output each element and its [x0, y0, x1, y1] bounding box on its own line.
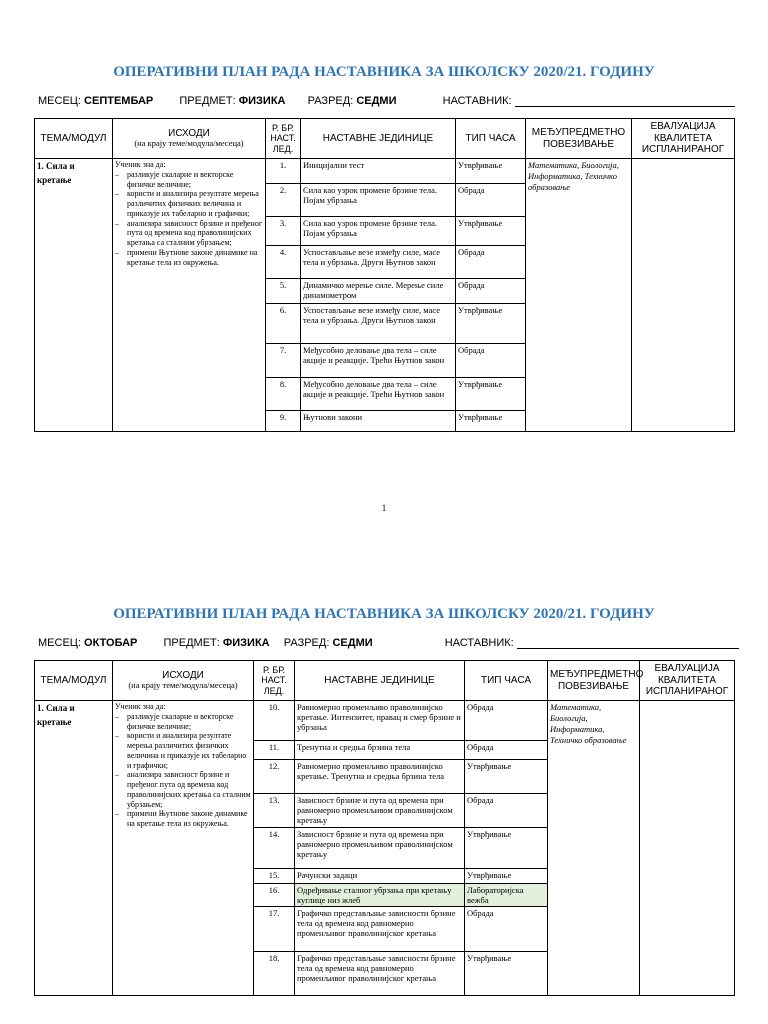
month-value: ОКТОБАР — [84, 637, 138, 649]
outcome-item: – разликује скаларне и векторске физичке величине; — [115, 712, 251, 732]
lesson-type: Утврђивање — [456, 411, 526, 432]
lesson-unit: Графичко представљање зависности брзине тела од времена код равномерно променљивог праволинијског кретања — [295, 951, 465, 995]
lesson-unit: Међусобно деловање два тела – силе акције и реакције. Трећи Њутнов закон — [301, 344, 456, 378]
lesson-type: Утврђивање — [456, 217, 526, 246]
lesson-number: 17. — [254, 906, 295, 951]
header-topic: ТЕМА/МОДУЛ — [35, 661, 113, 701]
meta-row — [38, 95, 735, 107]
lesson-type: Утврђивање — [465, 951, 548, 995]
lesson-type: Обрада — [456, 279, 526, 304]
outcomes-list — [115, 712, 251, 829]
cross-curricular-cell: Математика, Биологија, Информатика, Техничко образовање — [526, 159, 632, 432]
month-value: СЕПТЕМБАР — [84, 95, 154, 107]
month-label: МЕСЕЦ: — [38, 95, 81, 107]
table-row — [35, 159, 735, 184]
lesson-unit: Зависност брзине и пута од времена при равномерно променљивом праволинијском кретању — [295, 794, 465, 828]
lesson-number: 6. — [266, 304, 301, 344]
lesson-type: Утврђивање — [465, 868, 548, 883]
lesson-unit: Равномерно променљиво праволинијско кретање. Тренутна и средња брзина тела — [295, 760, 465, 794]
outcomes-intro: Ученик зна да: — [115, 160, 166, 169]
lesson-number: 11. — [254, 741, 295, 760]
header-evaluation: ЕВАЛУАЦИЈА КВАЛИТЕТА ИСПЛАНИРАНОГ — [632, 119, 735, 159]
page-title-2: ОПЕРАТИВНИ ПЛАН РАДА НАСТАВНИКА ЗА ШКОЛСКУ 2020/21. ГОДИНУ — [113, 606, 655, 622]
lesson-unit: Успостављање везе између силе, масе тела и убрзања. Други Њутнов закон — [301, 304, 456, 344]
header-units: НАСТАВНЕ ЈЕДИНИЦЕ — [301, 119, 456, 159]
grade-value: СЕДМИ — [356, 95, 397, 107]
lesson-unit: Равномерно променљиво праволинијско кретање. Интензитет, правац и смер брзине и убрзања — [295, 701, 465, 741]
lesson-number: 2. — [266, 184, 301, 217]
outcomes-intro: Ученик зна да: — [115, 702, 166, 711]
header-units: НАСТАВНЕ ЈЕДИНИЦЕ — [295, 661, 465, 701]
grade-label: РАЗРЕД: — [307, 95, 354, 107]
subject-label: ПРЕДМЕТ: — [179, 95, 236, 107]
lesson-type: Лабораторијска вежба — [465, 883, 548, 906]
lesson-unit: Рачунски задаци — [295, 868, 465, 883]
grade-value: СЕДМИ — [332, 637, 373, 649]
lesson-type: Обрада — [465, 701, 548, 741]
header-row — [35, 119, 735, 159]
lesson-type: Утврђивање — [456, 304, 526, 344]
cross-curricular-cell: Математика, Биологија, Информатика, Техничко образовање — [548, 701, 640, 996]
lesson-type: Обрада — [465, 906, 548, 951]
header-outcomes: ИСХОДИ (на крају теме/модула/месеца) — [113, 119, 266, 159]
lesson-unit: Иницијални тест — [301, 159, 456, 184]
lesson-type: Обрада — [456, 344, 526, 378]
subject-value: ФИЗИКА — [222, 637, 270, 649]
meta-row-2 — [38, 637, 739, 649]
lesson-type: Обрада — [465, 794, 548, 828]
lesson-unit: Њутнови закони — [301, 411, 456, 432]
header-lesson-number: Р. БР. НАСТ. ЛЕД. — [254, 661, 295, 701]
lesson-number: 5. — [266, 279, 301, 304]
lesson-type: Утврђивање — [465, 760, 548, 794]
lesson-number: 8. — [266, 378, 301, 411]
topic-cell: 1. Сила и кретање — [35, 159, 113, 432]
lesson-unit: Сила као узрок промене брзине тела. Појам убрзања — [301, 184, 456, 217]
lesson-number: 1. — [266, 159, 301, 184]
header-topic: ТЕМА/МОДУЛ — [35, 119, 113, 159]
lesson-unit: Динамичко мерење силе. Мерење силе динамометром — [301, 279, 456, 304]
subject-value: ФИЗИКА — [238, 95, 286, 107]
header-outcomes: ИСХОДИ (на крају теме/модула/месеца) — [113, 661, 254, 701]
lesson-type: Обрада — [456, 246, 526, 279]
page-number: 1 — [381, 503, 387, 513]
header-lesson-type: ТИП ЧАСА — [456, 119, 526, 159]
topic-cell: 1. Сила и кретање — [35, 701, 113, 996]
lesson-unit: Међусобно деловање два тела – силе акције и реакције. Трећи Њутнов закон — [301, 378, 456, 411]
header-links: МЕЂУПРЕДМЕТНО ПОВЕЗИВАЊЕ — [548, 661, 640, 701]
lesson-unit: Одређивање сталног убрзања при кретању куглице низ жлеб — [295, 883, 465, 906]
lesson-unit: Тренутна и средња брзина тела — [295, 741, 465, 760]
outcome-item: – примени Њутнове законе динамике на кретање тела из окружења. — [115, 809, 251, 829]
teacher-label: НАСТАВНИК: — [442, 95, 512, 107]
lesson-type: Утврђивање — [465, 827, 548, 868]
plan-table-september — [34, 118, 735, 432]
lesson-number: 12. — [254, 760, 295, 794]
lesson-number: 14. — [254, 827, 295, 868]
lesson-number: 9. — [266, 411, 301, 432]
outcome-item: – анализира зависност брзине и пређеног пута од времена код праволинијских кретања са сталним убрзањем; — [115, 219, 263, 248]
lesson-number: 18. — [254, 951, 295, 995]
lesson-unit: Сила као узрок промене брзине тела. Појам убрзања — [301, 217, 456, 246]
header-row — [35, 661, 735, 701]
lesson-number: 3. — [266, 217, 301, 246]
teacher-blank-line — [517, 638, 739, 649]
outcome-item: – примени Њутнове законе динамике на кретање тела из окружења. — [115, 248, 263, 268]
lesson-type: Обрада — [456, 184, 526, 217]
teacher-label: НАСТАВНИК: — [444, 637, 514, 649]
subject-label: ПРЕДМЕТ: — [163, 637, 220, 649]
grade-label: РАЗРЕД: — [283, 637, 330, 649]
outcomes-list — [115, 170, 263, 268]
header-lesson-type: ТИП ЧАСА — [465, 661, 548, 701]
evaluation-cell — [632, 159, 735, 432]
lesson-unit: Графичко представљање зависности брзине тела од времена код равномерно променљивог праволинијског кретања — [295, 906, 465, 951]
page-title: ОПЕРАТИВНИ ПЛАН РАДА НАСТАВНИКА ЗА ШКОЛСКУ 2020/21. ГОДИНУ — [113, 64, 655, 80]
outcomes-cell — [113, 701, 254, 996]
lesson-number: 4. — [266, 246, 301, 279]
header-lesson-number: Р. БР. НАСТ. ЛЕД. — [266, 119, 301, 159]
lesson-unit: Успостављање везе између силе, масе тела и убрзања. Други Њутнов закон — [301, 246, 456, 279]
lesson-type: Обрада — [465, 741, 548, 760]
lesson-number: 13. — [254, 794, 295, 828]
outcomes-cell — [113, 159, 266, 432]
month-label: МЕСЕЦ: — [38, 637, 81, 649]
evaluation-cell — [640, 701, 735, 996]
outcome-item: – користи и анализира резултате мерења различитих физичких величина и приказује их табеларно и графички; — [115, 189, 263, 218]
lesson-type: Утврђивање — [456, 378, 526, 411]
header-evaluation: ЕВАЛУАЦИЈА КВАЛИТЕТА ИСПЛАНИРАНОГ — [640, 661, 735, 701]
lesson-number: 7. — [266, 344, 301, 378]
lesson-number: 10. — [254, 701, 295, 741]
lesson-number: 16. — [254, 883, 295, 906]
teacher-blank-line — [515, 96, 735, 107]
lesson-unit: Зависност брзине и пута од времена при равномерно променљивом праволинијском кретању — [295, 827, 465, 868]
header-links: МЕЂУПРЕДМЕТНО ПОВЕЗИВАЊЕ — [526, 119, 632, 159]
outcome-item: – разликује скаларне и векторске физичке величине; — [115, 170, 263, 190]
table-row — [35, 701, 735, 741]
outcome-item: – анализира зависност брзине и пређеног пута од времена код праволинијских кретања са сталним убрзањем; — [115, 770, 251, 809]
lesson-type: Утврђивање — [456, 159, 526, 184]
plan-table-october — [34, 660, 735, 996]
outcome-item: – користи и анализира резултате мерења различитих физичких величина и приказује их табеларно и графички; — [115, 731, 251, 770]
lesson-number: 15. — [254, 868, 295, 883]
